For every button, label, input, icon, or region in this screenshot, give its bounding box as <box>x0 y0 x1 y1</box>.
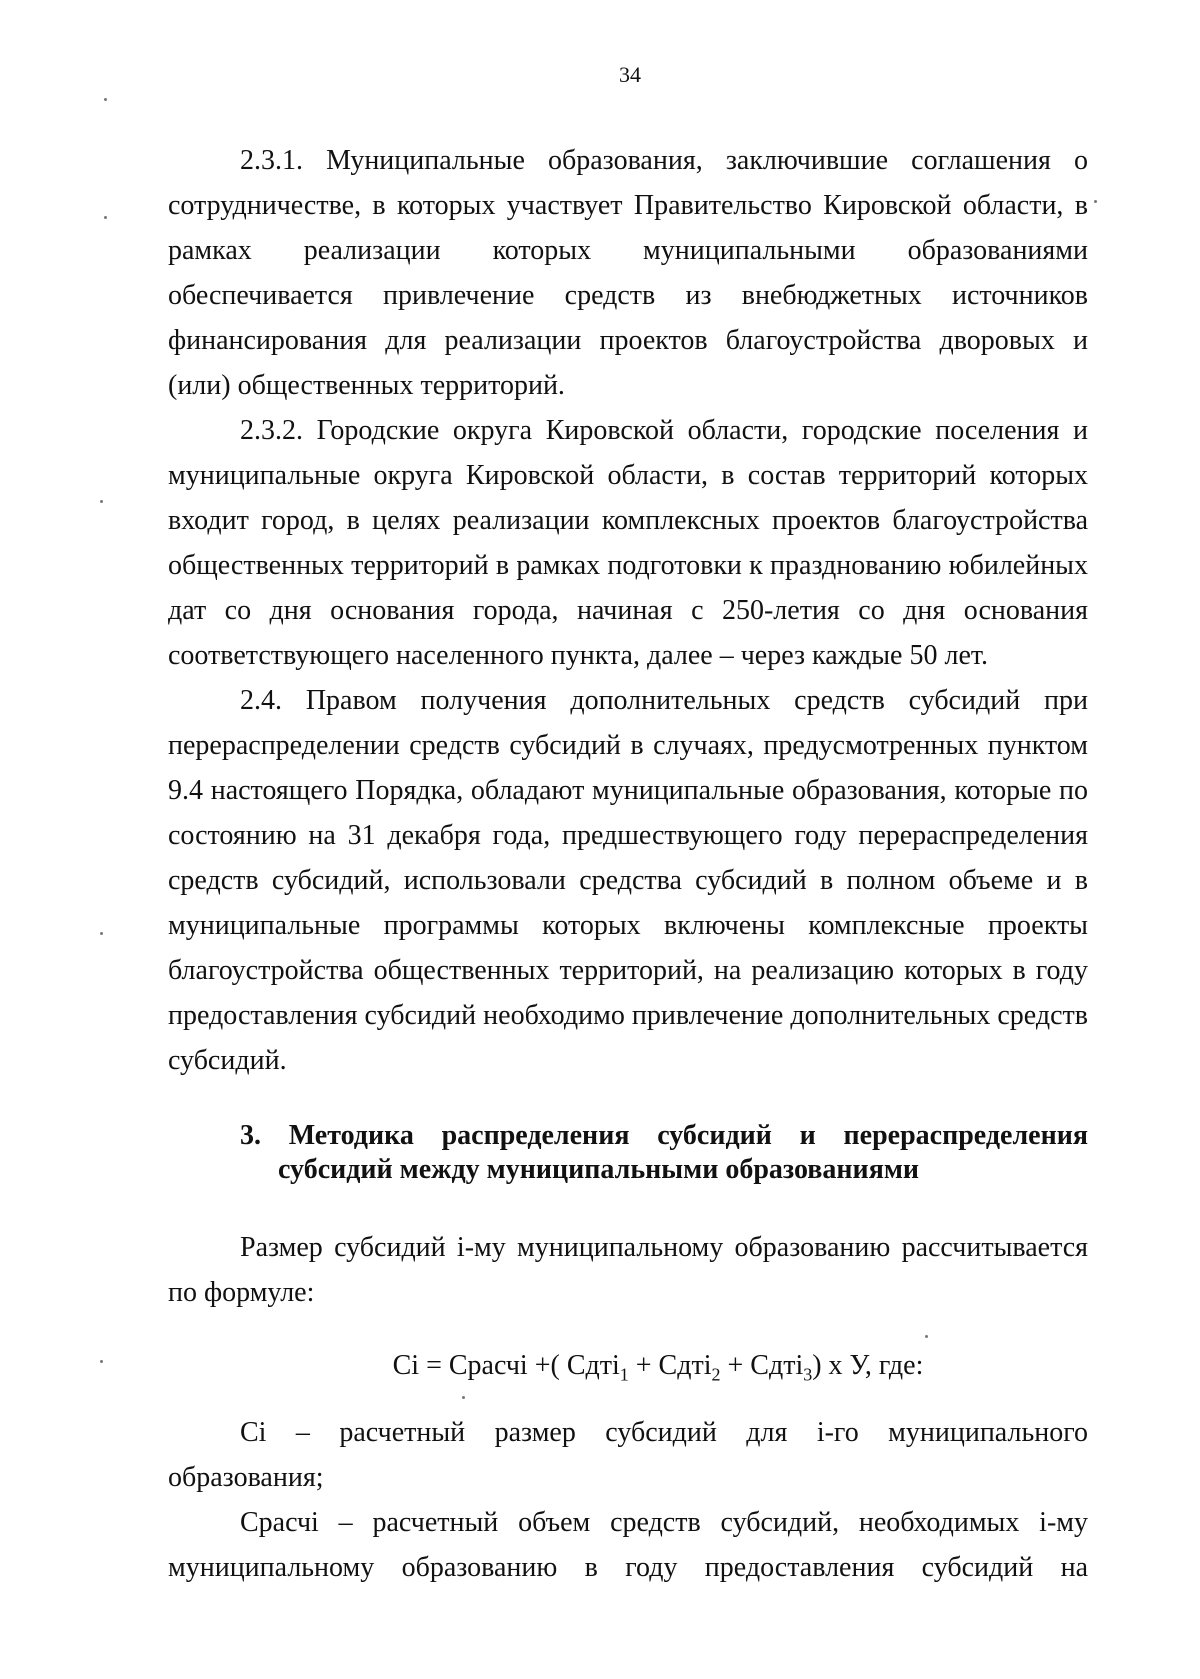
scan-speck <box>925 1335 928 1338</box>
section-heading-line-1: 3. Методика распределения субсидий и перераспределения <box>240 1120 1088 1151</box>
scan-speck <box>104 98 107 101</box>
definition-ci: Ci – расчетный размер субсидий для i-го муниципального образования; <box>168 1417 1088 1493</box>
formula-sub-2: 2 <box>711 1364 721 1385</box>
page-number: 34 <box>619 62 641 87</box>
scan-speck <box>1094 200 1097 203</box>
definition-srasch-line-2: муниципальному образованию в году предоставления субсидий на <box>168 1552 1088 1583</box>
section-heading <box>168 1119 1088 1187</box>
formula-head: Ci = Срасчi +( Сдтi <box>392 1350 620 1381</box>
spacer <box>168 1187 1088 1225</box>
paragraph-2-3-2: 2.3.2. Городские округа Кировской области, городские поселения и муниципальные округа Кировской области, в состав территорий которых входит город, в целях реализации комплексных проектов благоустройства общественных территорий в рамках подготовки к празднованию юбилейных дат со дня основания города, начиная с 250-летия со дня основания соответствующего населенного пункта, далее – через каждые 50 лет. <box>168 415 1088 671</box>
definition-srasch-line-1: Срасчi – расчетный объем средств субсидий, необходимых i-му <box>240 1507 1088 1538</box>
paragraph-2-3-1: 2.3.1. Муниципальные образования, заключившие соглашения о сотрудничестве, в которых участвует Правительство Кировской области, в рамках реализации которых муниципальными образованиями обеспечивается привлечение средств из внебюджетных источников финансирования для реализации проектов благоустройства дворовых и (или) общественных территорий. <box>168 145 1088 401</box>
formula-mid-1: + Сдтi <box>628 1350 712 1381</box>
scan-speck <box>100 932 103 935</box>
paragraph-2-4: 2.4. Правом получения дополнительных средств субсидий при перераспределении средств субсидий в случаях, предусмотренных пунктом 9.4 настоящего Порядка, обладают муниципальные образования, которые по состоянию на 31 декабря года, предшествующего году перераспределения средств субсидий, использовали средства субсидий в полном объеме и в муниципальные программы которых включены комплексные проекты благоустройства общественных территорий, на реализацию которых в году предоставления субсидий необходимо привлечение дополнительных средств субсидий. <box>168 685 1088 1076</box>
scan-speck <box>104 216 107 219</box>
scan-speck <box>100 500 103 503</box>
formula-sub-1: 1 <box>619 1364 629 1385</box>
scan-speck <box>462 1396 465 1399</box>
formula <box>168 1343 1088 1388</box>
section-heading-line-2: субсидий между муниципальными образованиями <box>278 1154 920 1185</box>
scan-speck <box>100 1360 103 1363</box>
formula-sub-3: 3 <box>803 1364 813 1385</box>
formula-mid-2: + Сдтi <box>720 1350 804 1381</box>
formula-intro: Размер субсидий i-му муниципальному образованию рассчитывается по формуле: <box>168 1232 1088 1308</box>
formula-tail: ) x У, где: <box>812 1350 924 1381</box>
document-body <box>168 138 1088 1590</box>
